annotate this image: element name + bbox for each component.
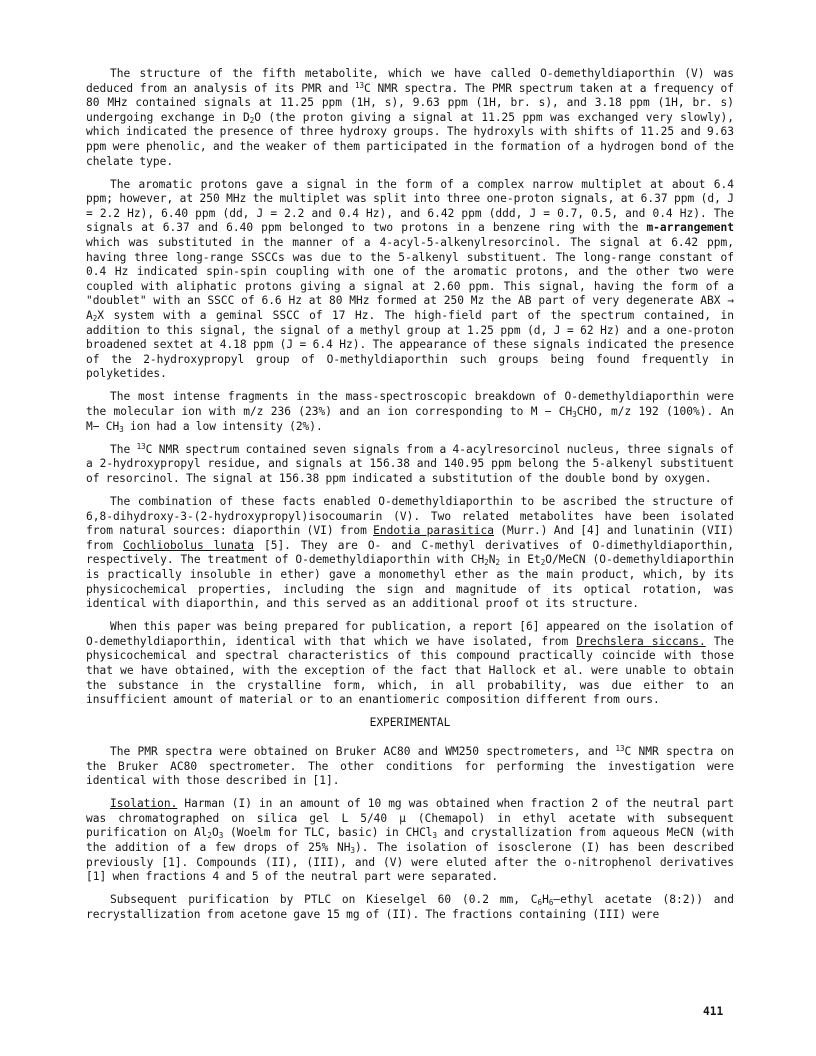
subscript: 3 [350,846,356,855]
text-run: O [211,826,219,840]
text-run: The [110,442,137,456]
text-run: H [542,893,549,907]
paragraph-p6 [86,620,734,708]
text-run: C NMR spectra. The PMR spectrum taken at a frequency of 80 MHz contained signals at 11.25 ppm (1H, s), 9.63 ppm (1H, br. s), and 3.18 ppm (1H, br. s) undergoing exchange in D [86,81,734,124]
text-run: ion had a low intensity (2%). [123,419,323,433]
subscript: 2 [484,558,489,568]
text-run: Harman (I) in an amount of 10 mg was obtained when fraction 2 of the neutral part was chromatographed on silica gel L 5/40 μ (Chemapol) in ethyl acetate with subsequent purification on Al [86,797,734,840]
section-heading-experimental: EXPERIMENTAL [369,716,451,730]
underlined-term: Cochliobolus lunata [122,538,255,552]
superscript: 13 [136,441,146,451]
text-run: The aromatic protons gave a signal in the form of a complex narrow multiplet at about 6.4 ppm; however, at 250 MHz the multiplet was split into three one-proton signals, at 6.37 ppm (d, J = 2.2 Hz), 6.40 ppm (dd, J = 2.2 and 0.4 Hz), and 6.42 ppm (ddd, J = 0.7, 0.5, and 0.4 Hz). The signals at 6.37 and 6.40 ppm belonged to two protons in a benzene ring with the [86,177,734,235]
text-run: m-arrangement [646,221,734,235]
paragraph-p1 [86,67,734,169]
text-run: [5]. They are O- and C-methyl derivatives of O-dimethyldiaporthin, respectively. The treatment of O-demethyldiaporthin with CH [86,538,734,567]
subscript: 2 [92,314,98,323]
paper-page [86,67,734,931]
text-run: C NMR spectra on the Bruker AC80 spectrometer. The other conditions for performing the investigation were identical with those described in [1]. [86,744,734,788]
paragraph-e3 [86,893,734,922]
subscript: 3 [119,424,124,434]
paragraph-e1 [86,745,734,789]
text-run: (Woelm for TLC, basic) in CHCl [223,826,433,840]
superscript: 13 [355,80,365,90]
subscript: 3 [218,831,224,841]
text-run: –ethyl acetate (8:2)) and recrystallization from acetone gave 15 mg of (II). The fractions containing (III) were [86,893,735,921]
text-run: N [488,553,496,567]
subscript: 2 [540,558,546,568]
text-run: Subsequent purification by PTLC on Kieselgel 60 (0.2 mm, C [110,893,538,907]
text-run: O/MeCN (O-demethyldiaporthin is practically insoluble in ether) gave a monomethyl ether as the main product, which, by its physicochemical properties, including the sign and magnitude of its optical rotation, was identical with diaporthin, and this served as an additional proof ot its structure. [86,553,734,611]
subscript: 6 [548,898,554,908]
text-run: The most intense fragments in the mass-spectroscopic breakdown of O-demethyldiaporthin were the molecular ion with m/z 236 (23%) and an ion corresponding to M − CH [86,390,734,419]
text-run: (Murr.) And [4] and lunatinin (VII) from [86,524,734,552]
text-run: The combination of these facts enabled O-demethyldiaporthin to be ascribed the structure of 6,8-dihydroxy-3-(2-hydroxypropyl)isocoumarin (V). Two related metabolites have been isolated from natural sources: diaporthin (VI) from [86,495,734,538]
subscript: 2 [207,831,212,841]
experimental-text [86,745,734,923]
page-number: 411 [703,1005,724,1018]
subscript: 3 [572,410,577,420]
underlined-term: Drechslera siccans. [576,634,706,648]
text-run: ). The isolation of isosclerone (I) has been described previously [1]. Compounds (II), (III), and (V) were eluted after the o-nitrophenol derivatives [1] when fractions 4 and 5 of the neutral part were separated. [86,841,735,884]
paragraph-p3 [86,390,734,434]
paragraph-p5 [86,495,734,612]
underlined-term: Isolation. [110,797,178,811]
text-run: O (the proton giving a signal at 11.25 ppm was exchanged very slowly), which indicated the presence of three hydroxy groups. The hydroxyls with shifts of 11.25 and 9.63 ppm were phenolic, and the weaker of them participated in the formation of a hydrogen bond of the chelate type. [86,110,735,168]
subscript: 3 [432,831,438,841]
superscript: 13 [615,743,625,753]
underlined-term: Endotia parasitica [373,524,494,538]
body-text [86,67,734,708]
text-run: C NMR spectrum contained seven signals from a 4-acylresorcinol nucleus, three signals of a 2-hydroxypropyl residue, and signals at 156.38 and 140.95 ppm belong the 5-alkenyl substituent of resorcinol. The signal at 156.38 ppm indicated a substitution of the double bond by oxygen. [86,442,734,485]
text-run: The structure of the fifth metabolite, which we have called O-demethyldiaporthin (V) was deduced from an analysis of its PMR and [86,67,734,95]
subscript: 2 [495,558,501,568]
text-run: and crystallization from aqueous MeCN (with the addition of a few drops of 25% NH [86,826,734,854]
text-run: The physicochemical and spectral characteristics of this compound practically coincide with those that we have obtained, with the exception of the fact that Hallock et al. were unable to obtain the substance in the crystalline form, which, in all probability, was due either to an insufficient amount of material or to an enantiomeric composition different from ours. [86,634,734,707]
text-run: which was substituted in the manner of a 4-acyl-5-alkenylresorcinol. The signal at 6.42 ppm, having three long-range SSCCs was due to the 5-alkenyl substituent. The long-range constant of 0.4 Hz indicated spin-spin coupling with one of the aromatic protons, and the other two were coupled with aliphatic protons giving a signal at 2.60 ppm. This signal, having the form of a "doublet" with an SSCC of 6.6 Hz at 80 MHz formed at 250 Mz the AB part of very degenerate ABX → A [86,236,734,322]
text-run: The PMR spectra were obtained on Bruker AC80 and WM250 spectrometers, and [110,744,616,758]
paragraph-p4 [86,443,734,487]
text-run: CHO, m/z 192 (100%). An M− CH [86,405,734,433]
text-run: When this paper was being prepared for publication, a report [6] appeared on the isolation of O-demethyldiaporthin, identical with that which we have isolated, from [86,620,734,648]
paragraph-p2 [86,178,734,382]
paragraph-e2 [86,797,734,885]
subscript: 6 [537,898,543,908]
subscript: 2 [249,115,255,125]
text-run: X system with a geminal SSCC of 17 Hz. The high-field part of the spectrum contained, in addition to this signal, the signal of a methyl group at 1.25 ppm (d, J = 62 Hz) and a one-proton broadened sextet at 4.18 ppm (J = 6.4 Hz). The appearance of these signals indicated the presence of the 2-hydroxypropyl group of O-methyldiaporthin such groups being found frequently in polyketides. [86,309,734,381]
text-run: in Et [500,553,541,567]
